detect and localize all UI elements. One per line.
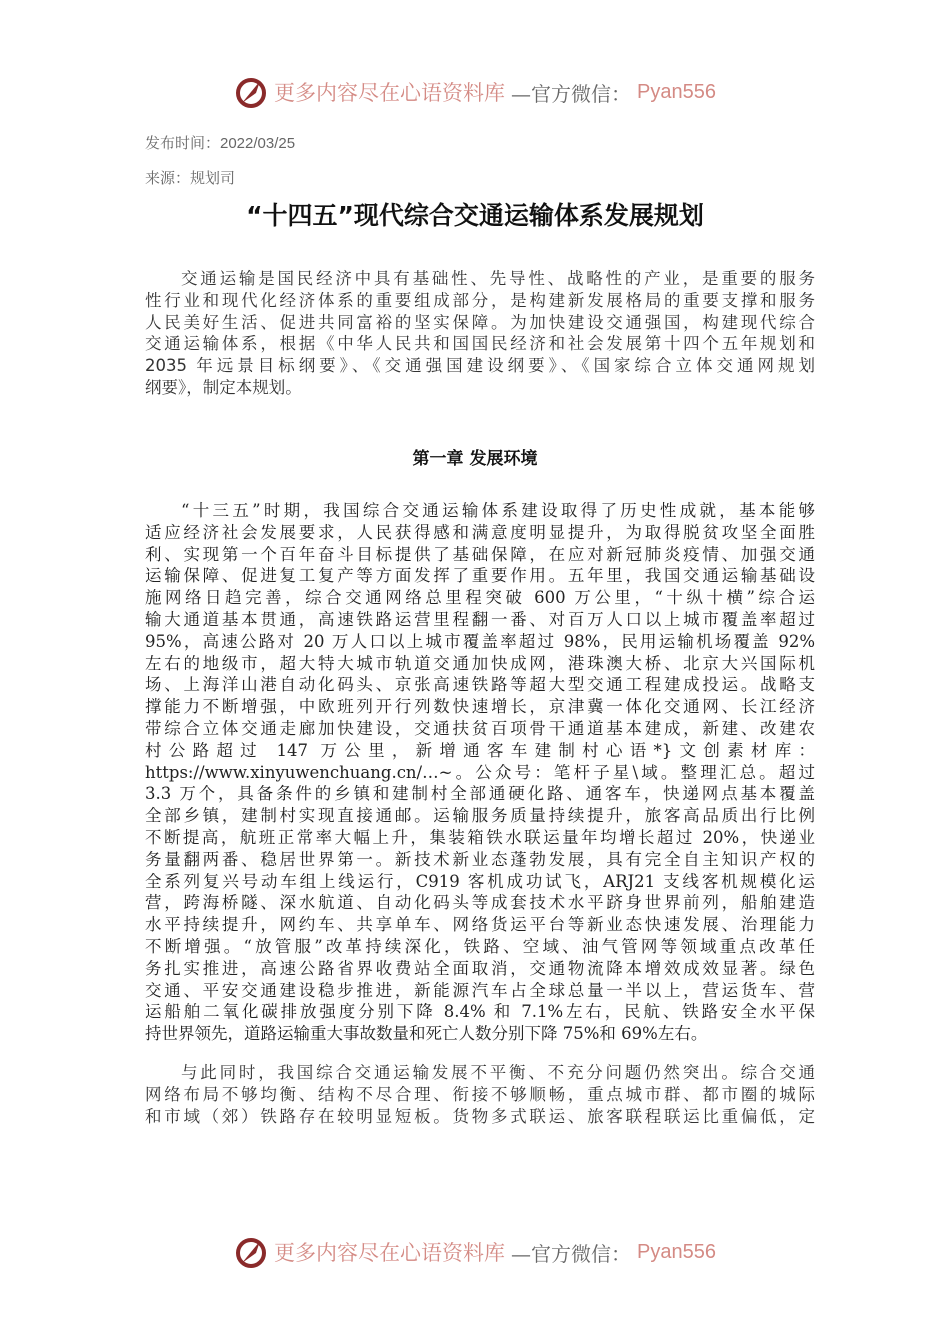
text-line: 交通运输体系，根据《中华人民共和国国民经济和社会发展第十四个五年规划和 [145, 334, 815, 354]
text-line: 务扎实推进，高速公路省界收费站全面取消，交通物流降本增效成效显著。绿色 [145, 958, 815, 978]
text-line: 运输保障、促进复工复产等方面发挥了重要作用。五年里，我国交通运输基础设 [145, 566, 815, 586]
text-line: 撑能力不断增强，中欧班列开行列数快速增长，京津冀一体化交通网、长江经济 [145, 697, 815, 717]
text-line: https://www.xinyuwenchuang.cn/…~。公众号：笔杆子星\域。整理汇总。超过 [145, 762, 815, 782]
text-line: 营，跨海桥隧、深水航道、自动化码头等成套技术水平跻身世界前列，船舶建造 [145, 893, 815, 913]
text-line: 不断增强。“放管服”改革持续深化，铁路、空域、油气管网等领域重点改革任 [145, 936, 815, 956]
text-line: 利、实现第一个百年奋斗目标提供了基础保障，在应对新冠肺炎疫情、加强交通 [145, 544, 815, 564]
banner-account: Pyan556 [637, 1240, 716, 1263]
text-line: 网络布局不够均衡、结构不尽合理、衔接不够顺畅，重点城市群、都市圈的城际 [145, 1084, 815, 1104]
text-line: 纲要》，制定本规划。 [145, 377, 302, 397]
banner-account: Pyan556 [637, 80, 716, 103]
source: 来源：规划司 [145, 170, 236, 187]
text-line: 村公路超过 147 万公里，新增通客车建制村心语*}文创素材库： [145, 740, 815, 760]
publish-time: 发布时间：2022/03/25 [145, 135, 296, 152]
text-line: 水平持续提升，网约车、共享单车、网络货运平台等新业态快速发展、治理能力 [145, 915, 815, 935]
banner-text: 更多内容尽在心语资料库 [274, 1241, 506, 1265]
paragraph-achievements [145, 500, 815, 1045]
text-line: 与此同时，我国综合交通运输发展不平衡、不充分问题仍然突出。综合交通 [181, 1063, 815, 1082]
text-line: 性行业和现代化经济体系的重要组成部分，是构建新发展格局的重要支撑和服务 [145, 290, 815, 310]
text-line: 人民美好生活、促进共同富裕的坚实保障。为加快建设交通强国，构建现代综合 [145, 312, 815, 332]
banner-wechat-label: —官方微信： [511, 1241, 632, 1266]
text-line: 和市域（郊）铁路存在较明显短板。货物多式联运、旅客联程联运比重偏低，定 [145, 1106, 815, 1126]
banner-text: 更多内容尽在心语资料库 [274, 81, 506, 105]
text-line: 2035 年远景目标纲要》、《交通强国建设纲要》、《国家综合立体交通网规划 [145, 356, 815, 376]
text-line: 输大通道基本贯通，高速铁路运营里程翻一番、对百万人口以上城市覆盖率超过 [145, 609, 815, 629]
text-line: 3.3 万个，具备条件的乡镇和建制村全部通硬化路、通客车，快递网点基本覆盖 [145, 784, 815, 804]
quill-logo-icon [234, 75, 268, 109]
text-line: 带综合立体交通走廊加快建设，交通扶贫百项骨干通道基本建成，新建、改建农 [145, 718, 815, 738]
text-line: “十三五”时期，我国综合交通运输体系建设取得了历史性成就，基本能够 [181, 501, 815, 520]
quill-logo-icon [234, 1235, 268, 1269]
paragraph-intro [145, 268, 815, 399]
paragraph-challenges [145, 1062, 815, 1127]
text-line: 施网络日趋完善，综合交通网络总里程突破 600 万公里，“十纵十横”综合运 [145, 588, 815, 608]
watermark-banner-bottom [0, 1232, 950, 1272]
watermark-banner-top [0, 72, 950, 112]
text-line: 不断提高，航班正常率大幅上升，集装箱铁水联运量年均增长超过 20%，快递业 [145, 827, 815, 847]
text-line: 交通运输是国民经济中具有基础性、先导性、战略性的产业，是重要的服务 [181, 269, 815, 288]
text-line: 95%，高速公路对 20 万人口以上城市覆盖率超过 98%，民用运输机场覆盖 92% [145, 631, 815, 651]
document-title: “十四五”现代综合交通运输体系发展规划 [246, 201, 704, 230]
text-line: 持世界领先，道路运输重大事故数量和死亡人数分别下降 75%和 69%左右。 [145, 1024, 708, 1044]
text-line: 全系列复兴号动车组上线运行，C919 客机成功试飞，ARJ21 支线客机规模化运 [145, 871, 815, 891]
text-line: 运船舶二氧化碳排放强度分别下降 8.4% 和 7.1%左右，民航、铁路安全水平保 [145, 1002, 815, 1022]
text-line: 交通、平安交通建设稳步推进，新能源汽车占全球总量一半以上，营运货车、营 [145, 980, 815, 1000]
text-line: 适应经济社会发展要求，人民获得感和满意度明显提升，为取得脱贫攻坚全面胜 [145, 522, 815, 542]
text-line: 场、上海洋山港自动化码头、京张高速铁路等超大型交通工程建成投运。战略支 [145, 675, 815, 695]
banner-wechat-label: —官方微信： [511, 81, 632, 106]
text-line: 全部乡镇，建制村实现直接通邮。运输服务质量持续提升，旅客高品质出行比例 [145, 806, 815, 826]
text-line: 左右的地级市，超大特大城市轨道交通加快成网，港珠澳大桥、北京大兴国际机 [145, 653, 815, 673]
text-line: 务量翻两番、稳居世界第一。新技术新业态蓬勃发展，具有完全自主知识产权的 [145, 849, 815, 869]
chapter-heading: 第一章 发展环境 [412, 449, 538, 469]
